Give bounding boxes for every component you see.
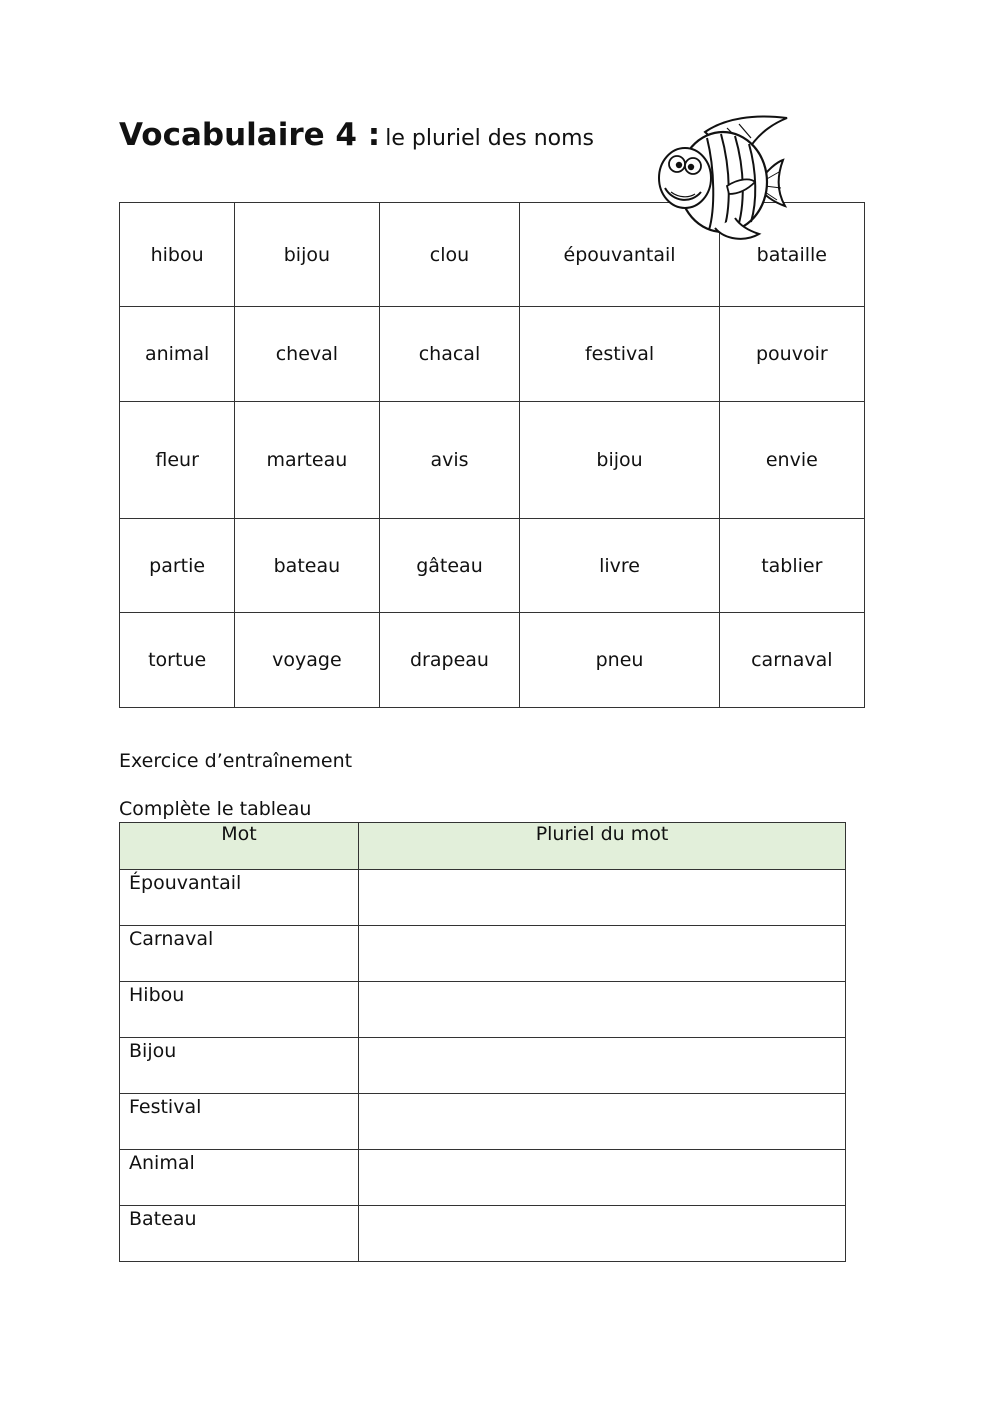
- vocab-cell: pneu: [520, 613, 719, 708]
- table-row: [120, 1038, 846, 1094]
- word-cell: Épouvantail: [120, 870, 359, 926]
- plural-answer-cell[interactable]: [359, 982, 846, 1038]
- vocab-cell: carnaval: [719, 613, 864, 708]
- vocab-cell: fleur: [120, 402, 235, 519]
- vocab-cell: épouvantail: [520, 203, 719, 307]
- column-header-mot: Mot: [120, 823, 359, 870]
- table-row: [120, 1094, 846, 1150]
- column-header-pluriel: Pluriel du mot: [359, 823, 846, 870]
- vocab-cell: tablier: [719, 519, 864, 613]
- fish-cartoon-icon: [655, 110, 795, 242]
- table-row: [120, 870, 846, 926]
- word-cell: Bijou: [120, 1038, 359, 1094]
- vocab-cell: tortue: [120, 613, 235, 708]
- vocab-cell: pouvoir: [719, 307, 864, 402]
- vocab-cell: envie: [719, 402, 864, 519]
- exercise-instruction: Complète le tableau: [119, 798, 312, 820]
- vocab-cell: bijou: [520, 402, 719, 519]
- word-cell: Hibou: [120, 982, 359, 1038]
- vocab-row: [120, 519, 865, 613]
- plural-answer-cell[interactable]: [359, 1150, 846, 1206]
- vocab-cell: hibou: [120, 203, 235, 307]
- vocab-cell: voyage: [235, 613, 379, 708]
- plural-answer-cell[interactable]: [359, 1038, 846, 1094]
- exercise-header-row: [120, 823, 846, 870]
- plural-answer-cell[interactable]: [359, 1094, 846, 1150]
- word-cell: Festival: [120, 1094, 359, 1150]
- vocab-cell: partie: [120, 519, 235, 613]
- page-title: [119, 117, 594, 153]
- vocab-row: [120, 402, 865, 519]
- word-cell: Bateau: [120, 1206, 359, 1262]
- plural-answer-cell[interactable]: [359, 1206, 846, 1262]
- vocab-cell: clou: [379, 203, 520, 307]
- vocab-cell: drapeau: [379, 613, 520, 708]
- table-row: [120, 982, 846, 1038]
- table-row: [120, 926, 846, 982]
- word-cell: Animal: [120, 1150, 359, 1206]
- vocab-cell: bateau: [235, 519, 379, 613]
- vocab-row: [120, 307, 865, 402]
- vocab-cell: animal: [120, 307, 235, 402]
- vocab-cell: livre: [520, 519, 719, 613]
- vocab-cell: gâteau: [379, 519, 520, 613]
- plural-answer-cell[interactable]: [359, 926, 846, 982]
- table-row: [120, 1150, 846, 1206]
- plural-answer-cell[interactable]: [359, 870, 846, 926]
- title-subtitle: le pluriel des noms: [385, 126, 594, 151]
- table-row: [120, 1206, 846, 1262]
- vocab-cell: bijou: [235, 203, 379, 307]
- vocab-cell: festival: [520, 307, 719, 402]
- vocab-cell: marteau: [235, 402, 379, 519]
- vocab-cell: avis: [379, 402, 520, 519]
- vocab-cell: bataille: [719, 203, 864, 307]
- vocabulary-grid: [119, 202, 865, 708]
- vocab-cell: chacal: [379, 307, 520, 402]
- exercise-heading: Exercice d’entraînement: [119, 750, 353, 772]
- exercise-table: [119, 822, 846, 1262]
- title-bold: Vocabulaire 4 :: [119, 117, 381, 153]
- vocab-row: [120, 613, 865, 708]
- vocab-cell: cheval: [235, 307, 379, 402]
- word-cell: Carnaval: [120, 926, 359, 982]
